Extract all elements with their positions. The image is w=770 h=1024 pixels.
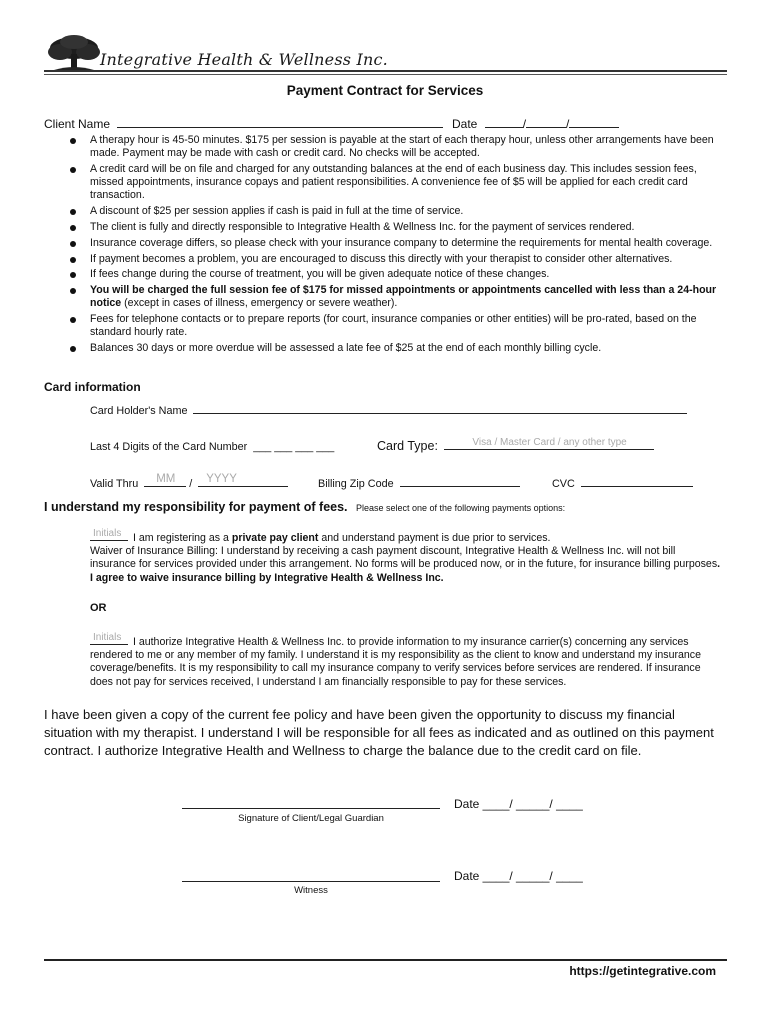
card-section-label: Card information <box>44 380 141 394</box>
responsibility-heading-row <box>44 498 565 516</box>
date-separator: / <box>522 117 527 131</box>
card-type-hint: Visa / Master Card / any other type <box>472 437 627 448</box>
list-item <box>68 268 724 281</box>
list-item <box>68 237 724 250</box>
card-type-field[interactable] <box>444 439 654 450</box>
list-item <box>68 221 724 234</box>
card-last4-row <box>90 441 334 453</box>
client-signature-caption: Signature of Client/Legal Guardian <box>238 813 384 824</box>
policy-text: Insurance coverage differs, so please check with your insurance company to determine the requirements for mental health coverage. <box>90 236 713 249</box>
footer-url[interactable]: https://getintegrative.com <box>569 964 716 978</box>
card-holder-field[interactable] <box>193 403 687 414</box>
list-item <box>68 205 724 218</box>
policy-text: A discount of $25 per session applies if cash is paid in full at the time of service. <box>90 205 464 218</box>
cvc-row <box>552 476 693 490</box>
date-separator: / <box>566 117 570 131</box>
policy-text: If payment becomes a problem, you are encouraged to discuss this directly with your therapist to consider other alternatives. <box>90 252 673 265</box>
card-type-label: Card Type: <box>377 439 438 453</box>
client-name-field[interactable] <box>117 116 443 128</box>
acknowledgement-text: I have been given a copy of the current fee policy and have been given the opportunity to discuss my financial situation with my therapist. I understand I will be responsible for all fees as indicated and as outlined on this payment contract. I authorize Integrative Health and Wellness to charge the balance due to the credit card on file. <box>44 707 714 758</box>
witness-signature-field[interactable] <box>182 881 440 882</box>
card-holder-label: Card Holder's Name <box>90 405 188 417</box>
company-name: Integrative Health & Wellness Inc. <box>100 50 388 69</box>
date-day-field[interactable] <box>526 116 566 128</box>
initials-field-insurance[interactable] <box>90 631 128 645</box>
valid-thru-label: Valid Thru <box>90 478 139 490</box>
month-hint: MM <box>156 473 176 485</box>
policy-text: A therapy hour is 45-50 minutes. $175 per session is payable at the start of each therapy hour, unless other arrangements have been made. Payment may be made with cash or credit card. No checks will be accepted. <box>90 134 714 160</box>
responsibility-note: Please select one of the following payments options: <box>356 503 566 513</box>
card-last4-field[interactable]: ___ ___ ___ ___ <box>253 441 335 453</box>
initials-hint: Initials <box>93 631 122 643</box>
date-year-field[interactable] <box>569 116 619 128</box>
client-date-row <box>452 116 619 131</box>
card-last4-label: Last 4 Digits of the Card Number <box>90 441 248 453</box>
policy-list <box>68 134 724 358</box>
header-divider-thin <box>44 74 727 75</box>
cvc-field[interactable] <box>581 476 693 487</box>
option1-text: I am registering as a <box>130 532 232 544</box>
or-separator: OR <box>90 602 107 614</box>
policy-text: Balances 30 days or more overdue will be assessed a late fee of $25 at the end of each monthly billing cycle. <box>90 342 602 355</box>
witness-signature-date[interactable]: Date ____/ _____/ ____ <box>454 869 583 883</box>
client-date-label: Date <box>452 117 478 131</box>
page-title: Payment Contract for Services <box>286 83 484 98</box>
waiver-agree: . I agree to waive insurance billing by Integrative Health & Wellness Inc. <box>90 558 721 584</box>
policy-text: If fees change during the course of treatment, you will be given adequate notice of these changes. <box>90 268 550 281</box>
initials-hint: Initials <box>93 527 122 539</box>
list-item <box>68 342 724 355</box>
list-item <box>68 313 724 339</box>
tree-logo-icon <box>44 34 104 74</box>
option2-text: I authorize Integrative Health & Wellness Inc. to provide information to my insurance carrier(s) concerning any services rendered to me or any member of my family. I understand it is my responsibility as the client to know and understand my insurance coverage/benefits. It is my responsibility to call my insurance company to verify services before services are rendered. If insurance does not pay for services received, I understand I am financially responsible to pay for these services. <box>90 636 701 688</box>
witness-signature-caption: Witness <box>294 885 328 896</box>
list-item <box>68 253 724 266</box>
valid-slash: / <box>189 478 193 490</box>
client-signature-date[interactable]: Date ____/ _____/ ____ <box>454 797 583 811</box>
billing-zip-label: Billing Zip Code <box>318 478 394 490</box>
initials-field-private-pay[interactable] <box>90 527 128 541</box>
card-holder-row <box>90 403 687 417</box>
cvc-label: CVC <box>552 478 575 490</box>
responsibility-heading: I understand my responsibility for payment of fees. <box>44 500 348 514</box>
policy-text: A credit card will be on file and charged for any outstanding balances at the end of each business day. This includes session fees, missed appointments, insurance copays and patient responsibilities. A convenience fee of $5 will be applied for each credit card transaction. <box>90 163 697 202</box>
option1-bold: private pay client <box>231 532 319 544</box>
valid-month-field[interactable] <box>144 473 186 487</box>
valid-thru-row <box>90 473 288 490</box>
client-signature-field[interactable] <box>182 808 440 809</box>
list-item <box>68 134 724 160</box>
policy-bold-text: You will be charged the full session fee of $175 for missed appointments or appointments cancelled with less than a 24-hour notice <box>90 284 717 310</box>
policy-text: The client is fully and directly responsible to Integrative Health & Wellness Inc. for the payment of services rendered. <box>90 221 635 233</box>
card-type-row <box>377 439 654 453</box>
billing-zip-row <box>318 476 520 490</box>
policy-text: (except in cases of illness, emergency or severe weather). <box>121 297 398 310</box>
valid-year-field[interactable] <box>198 473 288 487</box>
year-hint: YYYY <box>206 473 237 485</box>
policy-text: Fees for telephone contacts or to prepare reports (for court, insurance companies or other entities) will be pro-rated, based on the standard hourly rate. <box>90 313 697 339</box>
option1-text-end: and understand payment is due prior to services. <box>318 532 551 544</box>
footer-divider <box>44 959 727 961</box>
header-divider <box>44 70 727 72</box>
client-name-row <box>44 116 443 131</box>
list-item <box>68 163 724 203</box>
date-month-field[interactable] <box>485 116 523 128</box>
client-name-label: Client Name <box>44 117 111 131</box>
waiver-text: Waiver of Insurance Billing: I understand by receiving a cash payment discount, Integrative Health & Wellness Inc. will not bill insurance for services provided under this arrangement. No forms will be produced now, or in the future, for insurance billing purposes <box>90 545 718 571</box>
option-insurance <box>90 631 722 689</box>
list-item <box>68 284 724 310</box>
billing-zip-field[interactable] <box>400 476 520 487</box>
option-private-pay <box>90 527 722 585</box>
